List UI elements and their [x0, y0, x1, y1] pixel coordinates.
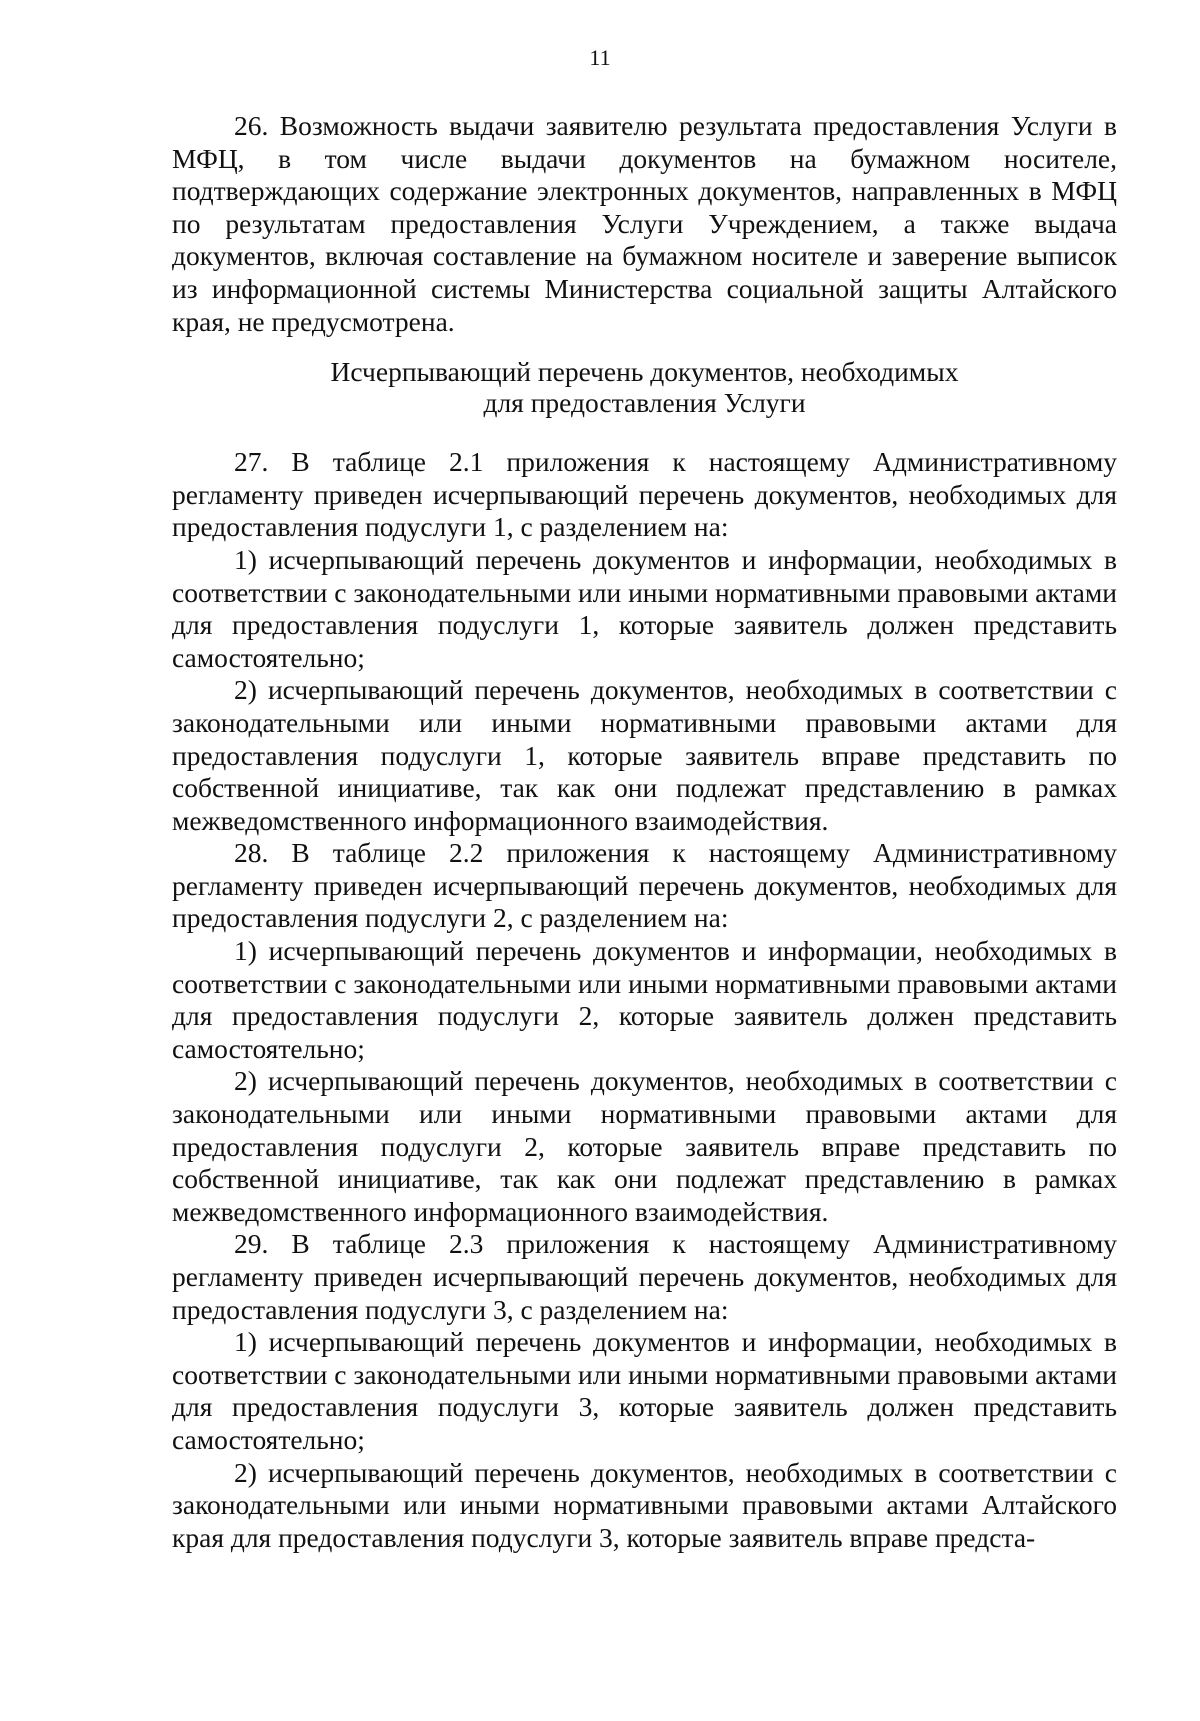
paragraph-29: 29. В таблице 2.3 приложения к настоящему Административному регламенту приведен исчерпывающий перечень документов, необходимых для предоставления подуслуги 3, с разделением на: — [172, 1228, 1117, 1325]
page-number: 11 — [589, 45, 611, 70]
paragraph-29-item-1: 1) исчерпывающий перечень документов и информации, необходимых в соответствии с законодательными или иными нормативными правовыми актами для предоставления подуслуги 3, которые заявитель должен представить самостоятельно; — [172, 1326, 1117, 1455]
paragraph-27-item-1: 1) исчерпывающий перечень документов и информации, необходимых в соответствии с законодательными или иными нормативными правовыми актами для предоставления подуслуги 1, которые заявитель должен представить самостоятельно; — [172, 543, 1117, 673]
section-heading-line-1: Исчерпывающий перечень документов, необходимых — [330, 356, 959, 388]
paragraph-28-item-2: 2) исчерпывающий перечень документов, необходимых в соответствии с законодательными или иными нормативными правовыми актами для предоставления подуслуги 2, которые заявитель вправе представить по собственной инициативе, так как они подлежат представлению в рамках межведомственного информационного взаимодействия. — [172, 1065, 1117, 1227]
paragraph-28: 28. В таблице 2.2 приложения к настоящему Административному регламенту приведен исчерпывающий перечень документов, необходимых для предоставления подуслуги 2, с разделением на: — [172, 837, 1117, 934]
document-body — [172, 110, 1117, 1554]
section-heading — [172, 356, 1117, 418]
paragraph-26: 26. Возможность выдачи заявителю результата предоставления Услуги в МФЦ, в том числе выдачи документов на бумажном носителе, подтверждающих содержание электронных документов, направленных в МФЦ по результатам предоставления Услуги Учреждением, а также выдача документов, включая составление на бумажном носителе и заверение выписок из информационной системы Министерства социальной защиты Алтайского края, не предусмотрена. — [172, 110, 1117, 337]
paragraph-27: 27. В таблице 2.1 приложения к настоящему Административному регламенту приведен исчерпывающий перечень документов, необходимых для предоставления подуслуги 1, с разделением на: — [172, 446, 1117, 543]
paragraph-27-item-2: 2) исчерпывающий перечень документов, необходимых в соответствии с законодательными или иными нормативными правовыми актами для предоставления подуслуги 1, которые заявитель вправе представить по собственной инициативе, так как они подлежат представлению в рамках межведомственного информационного взаимодействия. — [172, 674, 1117, 836]
paragraph-29-item-2: 2) исчерпывающий перечень документов, необходимых в соответствии с законодательными или иными нормативными правовыми актами Алтайского края для предоставления подуслуги 3, которые заявитель вправе предста- — [172, 1456, 1117, 1553]
paragraph-28-item-1: 1) исчерпывающий перечень документов и информации, необходимых в соответствии с законодательными или иными нормативными правовыми актами для предоставления подуслуги 2, которые заявитель должен представить самостоятельно; — [172, 935, 1117, 1064]
section-heading-line-2: для предоставления Услуги — [483, 387, 806, 419]
